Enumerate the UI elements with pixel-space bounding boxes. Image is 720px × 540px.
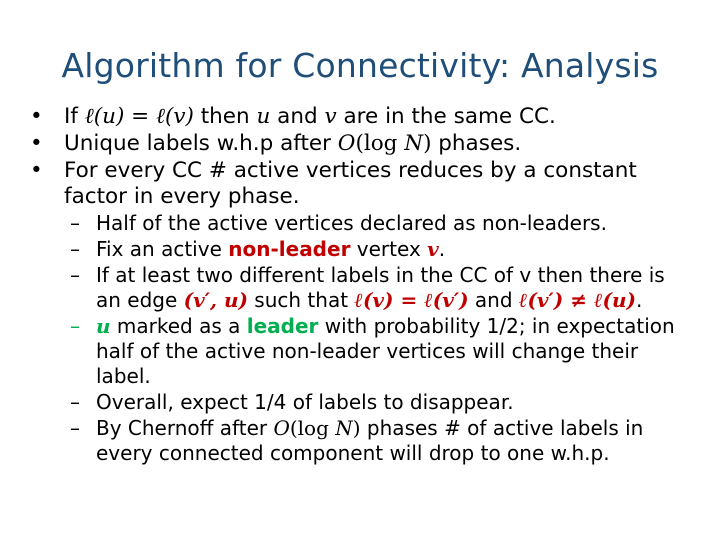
subbullet-item [30,314,690,389]
subbullet-text: Overall, expect 1/4 of labels to disappear. [96,390,514,414]
subbullet-text: If at least two different labels in the CC of v then there is an edge [96,263,665,312]
math-edge: (v′, u) [183,288,248,312]
bullet-text: are in the same CC. [336,104,556,129]
bullet-marker: • [30,104,43,129]
math-big-o: O [337,131,356,156]
subbullet-item [30,211,690,236]
math-label-equality: ℓ(u) = ℓ(v) [84,104,194,129]
math-var-n: N [335,416,353,440]
subbullet-item [30,263,690,313]
bullet-marker: • [30,131,43,156]
subbullet-text: Fix an active [96,237,229,261]
subbullet-item [30,390,690,415]
bullet-text: If [64,104,85,129]
subbullet-text: . [635,288,643,312]
math-log: (log [355,131,405,156]
subbullet-item [30,416,690,466]
bullet-item [30,158,690,210]
bullet-list [30,104,690,467]
math-paren: ) [352,416,361,440]
math-var-u: u [96,314,111,338]
nonleader-highlight: non-leader [228,237,351,261]
math-big-o: O [273,416,290,440]
math-label-inequality: ℓ(v′) ≠ ℓ(u) [518,288,636,312]
leader-highlight: leader [246,314,319,338]
subbullet-text: such that [247,288,355,312]
subbullet-text: phases # of active labels in every connected component will drop to one w.h.p. [96,416,644,465]
bullet-text: For every CC # active vertices reduces by a constant factor in every phase. [64,158,637,209]
dash-marker: – [70,314,80,338]
subbullet-text: marked as a [110,314,247,338]
math-var-u: u [256,104,271,129]
bullet-text: then [193,104,257,129]
subbullet-text: Half of the active vertices declared as non-leaders. [96,211,607,235]
dash-marker: – [70,390,80,414]
subbullet-text: . [438,237,446,261]
math-log: (log [289,416,336,440]
bullet-marker: • [30,158,43,183]
bullet-item [30,131,690,157]
bullet-text: and [270,104,325,129]
dash-marker: – [70,211,80,235]
bullet-text: Unique labels w.h.p after [64,131,338,156]
bullet-text: phases. [431,131,522,156]
slide-title: Algorithm for Connectivity: Analysis [61,46,659,85]
subbullet-text: vertex [350,237,428,261]
math-var-v: v [427,237,439,261]
math-var-n: N [404,131,424,156]
subbullet-text: By Chernoff after [96,416,274,440]
math-label-equality: ℓ(v) = ℓ(v′) [354,288,469,312]
dash-marker: – [70,237,80,261]
subbullet-text: and [468,288,519,312]
dash-marker: – [70,263,80,287]
bullet-item [30,104,690,130]
math-paren: ) [423,131,432,156]
subbullet-item [30,237,690,262]
dash-marker: – [70,416,80,440]
math-var-v: v [324,104,337,129]
subbullet-text: with probability 1/2; in expectation half of the active non-leader vertices will change their label. [96,314,675,388]
